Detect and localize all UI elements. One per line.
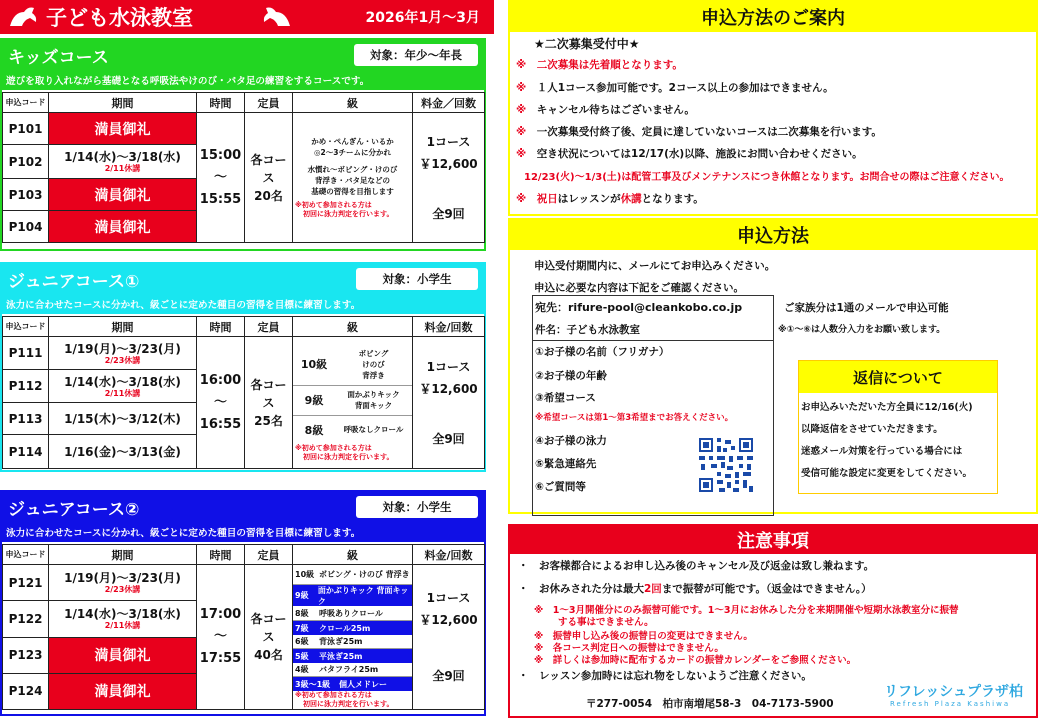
full-badge: 満員御礼	[49, 637, 197, 673]
course-levels: 10級 ボビング けのび 背浮き 9級 面かぶりキック 背面キック 8級 呼吸なしクロール ※初めて参加される方は 初回に泳力判定を行います。	[293, 337, 413, 469]
guide-item: ※ １人1コース参加可能です。2コース以上の参加はできません。	[516, 82, 834, 94]
reply-box	[798, 360, 998, 494]
course-code: P112	[3, 370, 49, 403]
col-header-period: 期間	[49, 317, 197, 337]
course-code: P121	[3, 565, 49, 601]
junior2-course-block	[0, 490, 486, 716]
caution-item: ・ お客様都合によるお申し込み後のキャンセル及び返金は致し兼ねます。	[518, 560, 875, 572]
course-code: P111	[3, 337, 49, 370]
guide-item: ※ 空き状況については12/17(水)以降、施設にお問い合わせください。	[516, 148, 863, 160]
qr-code-icon[interactable]	[697, 436, 755, 494]
course-period: 1/14(水)～3/18(水) 2/11休講	[49, 601, 197, 637]
col-header-capacity: 定員	[245, 317, 293, 337]
course-period: 1/14(水)～3/18(水) 2/11休講	[49, 370, 197, 403]
col-header-fee: 料金／回数	[413, 93, 485, 113]
course-period: 1/19(月)～3/23(月) 2/23休講	[49, 337, 197, 370]
course-fee: 1コース ￥12,600 全9回	[413, 113, 485, 243]
required-item: ④お子様の泳力	[535, 435, 607, 447]
email-subject: 件名：子ども水泳教室	[535, 324, 640, 336]
col-header-period: 期間	[49, 93, 197, 113]
full-badge: 満員御礼	[49, 179, 197, 211]
kids-course-title: キッズコース	[2, 40, 484, 70]
required-item: ⑥ご質問等	[535, 481, 586, 493]
course-capacity: 各コース 25名	[245, 337, 293, 469]
term-dates: 2026年1月～3月	[365, 10, 480, 26]
junior2-schedule-table	[2, 544, 485, 710]
col-header-period: 期間	[49, 545, 197, 565]
guide-item: ※ 祝日はレッスンが休講となります。	[516, 193, 704, 205]
seahorse-icon	[6, 4, 42, 30]
col-header-level: 級	[293, 317, 413, 337]
page-header	[0, 0, 494, 34]
kids-target: 対象：年少～年長	[354, 44, 478, 66]
kids-schedule-table	[2, 92, 485, 243]
family-subnote: ※①～⑥は人数分入力をお願い致します。	[778, 325, 946, 335]
junior1-schedule-table	[2, 316, 485, 469]
junior1-description: 泳力に合わせたコースに分かれ、級ごとに定めた種目の習得を目標に練習します。	[2, 294, 484, 314]
guide-item: ※ 一次募集受付終了後、定員に達していないコースは二次募集を行います。	[516, 126, 882, 138]
caution-subnote: ※ 各コース判定日への振替はできません。	[534, 643, 724, 654]
caution-panel	[508, 524, 1038, 718]
course-time: 15:00 ～ 15:55	[197, 113, 245, 243]
required-item: ⑤緊急連絡先	[535, 458, 597, 470]
col-header-code: 申込コード	[3, 93, 49, 113]
course-period: 1/16(金)～3/13(金)	[49, 435, 197, 469]
reply-text: お申込みいただいた方全員に12/16(火)	[801, 402, 973, 413]
caution-title: 注意事項	[510, 526, 1036, 554]
facility-logo: リフレッシュプラザ柏	[884, 684, 1024, 700]
course-preference-note: ※希望コースは第1～第3希望までお答えください。	[535, 413, 734, 423]
course-code: P103	[3, 179, 49, 211]
table-row	[3, 337, 485, 370]
course-levels: かめ・ぺんぎん・いるか ◎2～3チームに分かれ 水慣れ～ボビング・けのび 背浮き・バタ足などの 基礎の習得を目指します ※初めて参加される方は 初回に泳力判定を行います。	[293, 113, 413, 243]
facility-logo-subtitle: Refresh Plaza Kashiwa	[890, 700, 1011, 708]
caution-item: ・ お休みされた分は最大2回まで振替が可能です。（返金はできません。）	[518, 583, 872, 595]
full-badge: 満員御礼	[49, 211, 197, 243]
col-header-capacity: 定員	[245, 93, 293, 113]
course-capacity: 各コース 40名	[245, 565, 293, 710]
caution-item: ・ レッスン参加時には忘れ物をしないようご注意ください。	[518, 670, 812, 682]
facility-address: 〒277-0054 柏市南増尾58-3 04-7173-5900	[586, 698, 834, 710]
page-title: 子ども水泳教室	[46, 6, 193, 30]
course-code: P122	[3, 601, 49, 637]
course-code: P104	[3, 211, 49, 243]
course-code: P123	[3, 637, 49, 673]
course-code: P113	[3, 403, 49, 435]
seahorse-icon	[258, 4, 294, 30]
caution-subnote: する事はできません。	[558, 617, 654, 628]
junior1-course-block	[0, 262, 486, 472]
course-capacity: 各コース 20名	[245, 113, 293, 243]
junior2-description: 泳力に合わせたコースに分かれ、級ごとに定めた種目の習得を目標に練習します。	[2, 522, 484, 542]
course-code: P101	[3, 113, 49, 145]
col-header-code: 申込コード	[3, 545, 49, 565]
guide-headline: ★二次募集受付中★	[534, 37, 640, 51]
caution-subnote: ※ 1～3月開催分にのみ振替可能です。1～3月にお休みした分を来期開催や短期水泳教室分に振替	[534, 605, 959, 616]
col-header-level: 級	[293, 545, 413, 565]
apply-method-panel	[508, 218, 1038, 514]
junior2-target: 対象：小学生	[356, 496, 478, 518]
reply-title: 返信について	[799, 361, 997, 393]
course-period: 1/19(月)～3/23(月) 2/23休講	[49, 565, 197, 601]
required-item: ②お子様の年齢	[535, 370, 607, 382]
kids-course-block	[0, 38, 486, 251]
guide-closure-notice: 12/23(火)～1/3(土)は配管工事及びメンテナンスにつき休館となります。お問合せの際はご注意ください。	[524, 172, 1010, 183]
col-header-capacity: 定員	[245, 545, 293, 565]
col-header-time: 時間	[197, 317, 245, 337]
course-code: P114	[3, 435, 49, 469]
col-header-fee: 料金/回数	[413, 317, 485, 337]
table-row	[3, 565, 485, 601]
col-header-fee: 料金/回数	[413, 545, 485, 565]
course-fee: 1コース ￥12,600 全9回	[413, 337, 485, 469]
col-header-time: 時間	[197, 93, 245, 113]
course-fee: 1コース ￥12,600 全9回	[413, 565, 485, 710]
col-header-code: 申込コード	[3, 317, 49, 337]
required-item: ③希望コース	[535, 392, 596, 404]
guide-item: ※ 二次募集は先着順となります。	[516, 59, 683, 71]
junior2-course-title: ジュニアコース②	[2, 492, 484, 522]
full-badge: 満員御礼	[49, 113, 197, 145]
course-levels: 10級 ボビング・けのび 背浮き 9級 面かぶりキック 背面キック 8級 呼吸ありクロール 7級 クロール25m 6級 背泳ぎ25m 5級 平泳ぎ25m 4級 バタフライ25m 3級～1級 個人メドレー ※初めて参加される方は 初回に泳力判定を行います。	[293, 565, 413, 710]
course-code: P102	[3, 145, 49, 179]
caution-subnote: ※ 詳しくは参加時に配布するカードの振替カレンダーをご参照ください。	[534, 655, 857, 666]
junior1-target: 対象：小学生	[356, 268, 478, 290]
course-period: 1/15(木)～3/12(木)	[49, 403, 197, 435]
guide-item: ※ キャンセル待ちはございません。	[516, 104, 695, 116]
email-address: 宛先：rifure-pool@cleankobo.co.jp	[535, 301, 743, 314]
col-header-level: 級	[293, 93, 413, 113]
reply-text: 受信可能な設定に変更をしてください。	[801, 468, 973, 479]
junior1-course-title: ジュニアコース①	[2, 264, 484, 294]
apply-text: 申込受付期間内に、メールにてお申込みください。	[534, 260, 776, 272]
course-period: 1/14(水)～3/18(水) 2/11休講	[49, 145, 197, 179]
apply-title: 申込方法	[510, 220, 1036, 250]
family-note: ご家族分は1通のメールで申込可能	[784, 302, 949, 314]
course-time: 16:00 ～ 16:55	[197, 337, 245, 469]
reply-text: 以降返信をさせていただきます。	[801, 424, 943, 435]
apply-text: 申込に必要な内容は下記をご確認ください。	[534, 282, 744, 294]
table-row	[3, 113, 485, 145]
guide-title: 申込方法のご案内	[510, 2, 1036, 32]
col-header-time: 時間	[197, 545, 245, 565]
kids-description: 遊びを取り入れながら基礎となる呼吸法やけのび・バタ足の練習をするコースです。	[2, 70, 484, 90]
apply-email-box	[532, 295, 774, 516]
course-code: P124	[3, 673, 49, 709]
caution-subnote: ※ 振替申し込み後の振替日の変更はできません。	[534, 631, 753, 642]
reply-text: 迷惑メール対策を行っている場合には	[801, 446, 963, 457]
required-item: ①お子様の名前（フリガナ）	[535, 346, 670, 358]
full-badge: 満員御礼	[49, 673, 197, 709]
application-guide-panel	[508, 0, 1038, 216]
course-time: 17:00 ～ 17:55	[197, 565, 245, 710]
